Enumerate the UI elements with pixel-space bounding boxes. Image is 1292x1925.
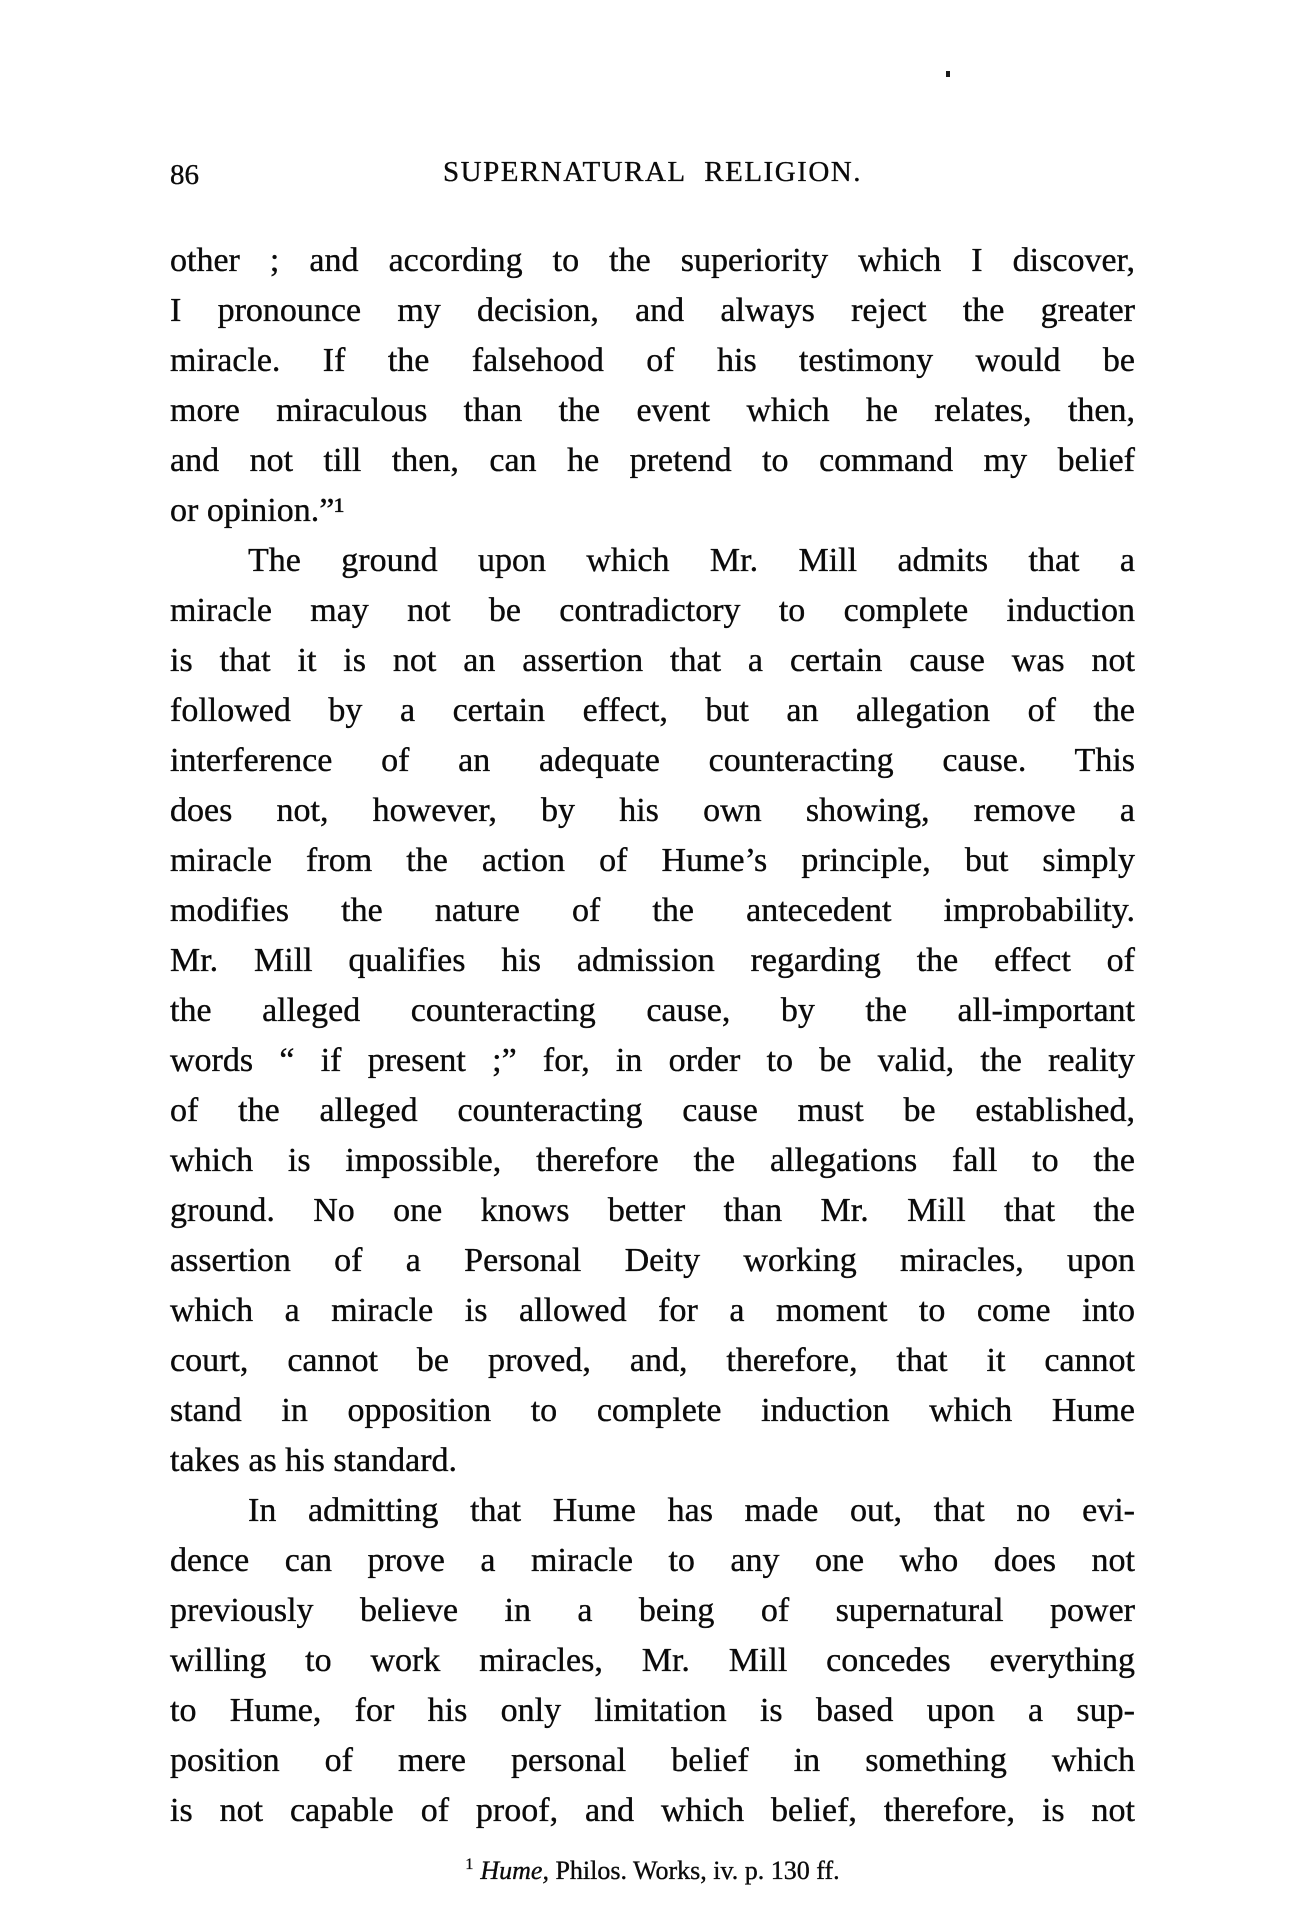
text-line: is not capable of proof, and which belief, therefore, is not — [170, 1792, 1135, 1829]
text-line: I pronounce my decision, and always reject the greater — [170, 292, 1135, 329]
text-line: miracle. If the falsehood of his testimony would be — [170, 342, 1135, 379]
footnote-marker: 1 — [465, 1856, 474, 1874]
text-line: miracle from the action of Hume’s principle, but simply — [170, 842, 1135, 879]
footnote-source-italic: Hume, — [480, 1856, 549, 1885]
text-line: which is impossible, therefore the allegations fall to the — [170, 1142, 1135, 1179]
text-line: to Hume, for his only limitation is based upon a sup- — [170, 1692, 1135, 1729]
scan-speck-artifact — [946, 71, 950, 77]
text-line: In admitting that Hume has made out, that no evi- — [248, 1492, 1135, 1529]
text-line: of the alleged counteracting cause must be established, — [170, 1092, 1135, 1129]
text-line: Mr. Mill qualifies his admission regarding the effect of — [170, 942, 1135, 979]
text-line: The ground upon which Mr. Mill admits that a — [248, 542, 1135, 579]
text-line: followed by a certain effect, but an allegation of the — [170, 692, 1135, 729]
text-line: previously believe in a being of supernatural power — [170, 1592, 1135, 1629]
footnote — [170, 1856, 1135, 1886]
text-line: or opinion.”¹ — [170, 492, 345, 529]
text-line: willing to work miracles, Mr. Mill concedes everything — [170, 1642, 1135, 1679]
text-line: miracle may not be contradictory to complete induction — [170, 592, 1135, 629]
text-line: does not, however, by his own showing, remove a — [170, 792, 1135, 829]
text-line: modifies the nature of the antecedent improbability. — [170, 892, 1135, 929]
running-title: SUPERNATURAL RELIGION. — [443, 156, 862, 188]
text-line: which a miracle is allowed for a moment to come into — [170, 1292, 1135, 1329]
text-line: assertion of a Personal Deity working miracles, upon — [170, 1242, 1135, 1279]
page-header — [170, 156, 1135, 198]
page-number: 86 — [170, 159, 199, 191]
text-line: interference of an adequate counteracting cause. This — [170, 742, 1135, 779]
text-line: stand in opposition to complete induction which Hume — [170, 1392, 1135, 1429]
footnote-text: Philos. Works, iv. p. 130 ff. — [548, 1856, 840, 1885]
text-line: is that it is not an assertion that a certain cause was not — [170, 642, 1135, 679]
text-line: other ; and according to the superiority which I discover, — [170, 242, 1135, 279]
text-line: ground. No one knows better than Mr. Mill that the — [170, 1192, 1135, 1229]
text-line: words “ if present ;” for, in order to be valid, the reality — [170, 1042, 1135, 1079]
page-body — [170, 236, 1135, 1836]
text-line: the alleged counteracting cause, by the all-important — [170, 992, 1135, 1029]
text-line: court, cannot be proved, and, therefore, that it cannot — [170, 1342, 1135, 1379]
text-line: more miraculous than the event which he relates, then, — [170, 392, 1135, 429]
text-line: position of mere personal belief in something which — [170, 1742, 1135, 1779]
text-line: dence can prove a miracle to any one who does not — [170, 1542, 1135, 1579]
text-line: and not till then, can he pretend to command my belief — [170, 442, 1135, 479]
text-line: takes as his standard. — [170, 1442, 458, 1479]
